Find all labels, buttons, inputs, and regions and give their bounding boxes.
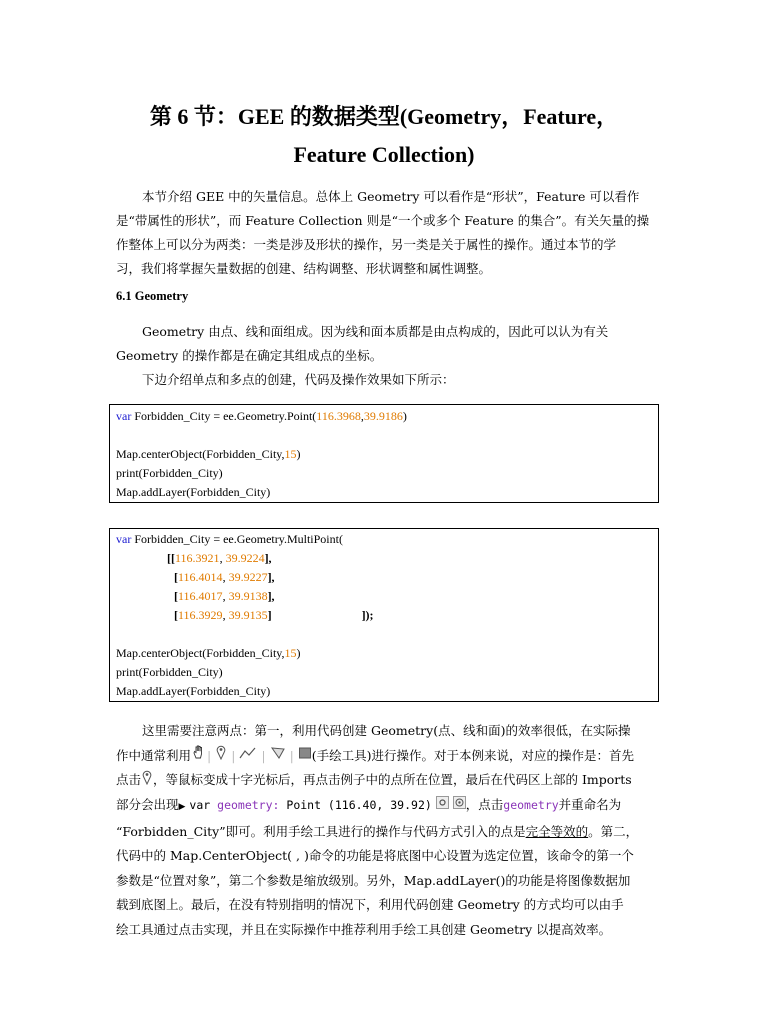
line-icon[interactable] (239, 744, 257, 769)
geometry-line: 下边介绍单点和多点的创建，代码及操作效果如下所示： (142, 372, 455, 387)
code-block-point (109, 404, 659, 503)
marker-icon[interactable] (215, 744, 227, 769)
notes-paragraph (116, 719, 652, 942)
code-line: Map.addLayer(Forbidden_City) (116, 684, 271, 698)
code-line: Map.centerObject(Forbidden_City,15) (116, 447, 301, 461)
notes-line: 作中通常利用 | | | | (手绘工具)进行操作。对于本例来说，对应的操作是：首先 (116, 744, 652, 769)
geometry-line: Geometry 由点、线和面组成。因为线和面本质都是由点构成的，因此可以认为有关 (142, 324, 609, 339)
code-line: print(Forbidden_City) (116, 466, 223, 480)
geometry-line: Geometry 的操作都是在确定其组成点的坐标。 (116, 348, 383, 363)
target-icon[interactable] (453, 793, 466, 818)
notes-line: 点击 ，等鼠标变成十字光标后，再点击例子中的点所在位置，最后在代码区上部的 Imports (116, 768, 652, 793)
intro-line: 本节介绍 GEE 中的矢量信息。总体上 Geometry 可以看作是“形状”，Feature 可以看作 (142, 189, 640, 204)
notes-line: “Forbidden_City”即可。利用手绘工具进行的操作与代码方式引入的点是完全等效的。第二， (116, 823, 639, 839)
code-line-point: [116.4017, 39.9138], (174, 589, 275, 603)
geometry-link[interactable]: geometry (503, 798, 559, 812)
notes-line: 参数是“位置对象”，第二个参数是缩放级别。另外，Map.addLayer()的功能是将图像数据加 (116, 872, 631, 888)
notes-line: 代码中的 Map.CenterObject( , )命令的功能是将底图中心设置为选定位置，该命令的第一个 (116, 848, 634, 863)
intro-line: 习，我们将掌握矢量数据的创建、结构调整、形状调整和属性调整。 (116, 261, 492, 276)
code-line: var Forbidden_City = ee.Geometry.Point(116.3968,39.9186) (116, 409, 407, 423)
code-line: var Forbidden_City = ee.Geometry.MultiPoint( (116, 532, 343, 546)
hand-icon[interactable] (191, 744, 207, 769)
expand-arrow-icon: ▶ (178, 802, 186, 812)
geometry-paragraph (116, 320, 652, 392)
intro-line: 作整体上可以分为两类：一类是涉及形状的操作，另一类是关于属性的操作。通过本节的学 (116, 237, 617, 252)
intro-line: 是“带属性的形状”，而 Feature Collection 则是“一个或多个 Feature 的集合”。有关矢量的操 (116, 213, 650, 228)
gear-icon[interactable] (436, 793, 449, 818)
notes-line: 载到底图上。最后，在没有特别指明的情况下，利用代码创建 Geometry 的方式均可以由手 (116, 897, 624, 912)
imports-code: var geometry: Point (116.40, 39.92) (189, 798, 432, 812)
code-line-point: [[116.3921, 39.9224], (167, 551, 272, 565)
code-line-point: [116.4014, 39.9227], (174, 570, 275, 584)
section-heading: 6.1 Geometry (116, 289, 189, 303)
code-line-blank (116, 426, 652, 445)
notes-line: 绘工具通过点击实现，并且在实际操作中推荐利用手绘工具创建 Geometry 以提高效率。 (116, 921, 612, 937)
code-line-point: [116.3929, 39.9135] ]); (174, 608, 374, 622)
marker-icon[interactable] (141, 769, 153, 794)
rectangle-icon[interactable] (298, 744, 312, 769)
code-block-multipoint (109, 528, 659, 702)
page-title-line1: 第 6 节：GEE 的数据类型(Geometry，Feature， (149, 104, 619, 129)
code-line: Map.centerObject(Forbidden_City,15) (116, 646, 301, 660)
polygon-icon[interactable] (270, 744, 286, 769)
code-line-blank (116, 625, 652, 644)
intro-paragraph (116, 185, 652, 281)
notes-line: 这里需要注意两点：第一，利用代码创建 Geometry(点、线和面)的效率很低，在实际操 (142, 723, 631, 738)
code-line: print(Forbidden_City) (116, 665, 223, 679)
notes-line: 部分会出现▶ var geometry: Point (116.40, 39.92) ，点击geometry并重命名为 (116, 793, 652, 820)
page-title-line2: Feature Collection) (293, 142, 475, 167)
code-line: Map.addLayer(Forbidden_City) (116, 485, 271, 499)
